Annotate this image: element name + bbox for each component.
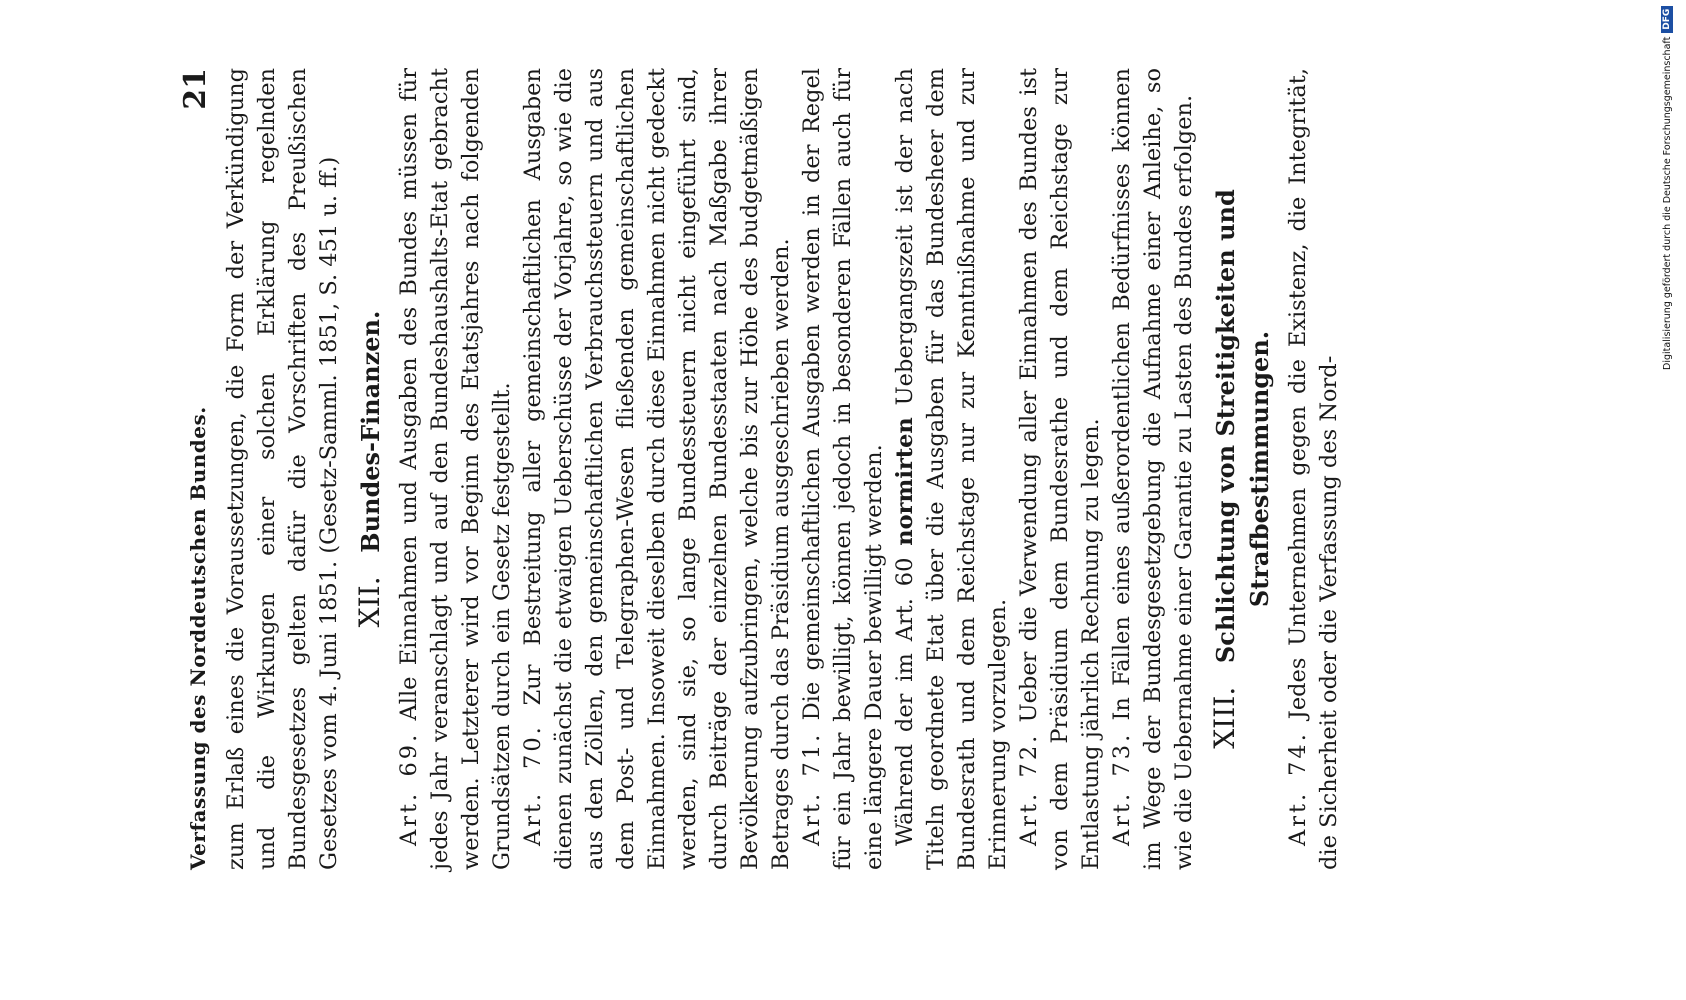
article-label: Art. 74. <box>1285 731 1311 846</box>
dfg-credit <box>1656 0 1678 370</box>
article-label: Art. 69. <box>396 731 422 846</box>
article-text: Uebergangszeit ist der nach Titeln geordnete Etat über die Ausgaben für das Bundesheer dem Bundesrath und dem Reichstage nur zur Kenntnißnahme und zur Erinnerung vorzulegen. <box>892 68 1011 870</box>
article-73 <box>1107 68 1200 870</box>
section-title: Bundes-Finanzen. <box>356 310 385 553</box>
section-heading-xii <box>353 68 388 870</box>
body-text <box>221 40 1345 900</box>
article-74 <box>1283 68 1345 870</box>
article-71 <box>797 68 890 870</box>
dfg-credit-rotated <box>1656 0 1678 370</box>
page-number: 21 <box>178 68 213 110</box>
article-69 <box>394 68 518 870</box>
section-heading-xiii <box>1208 68 1277 870</box>
article-text: Während der im Art. 60 <box>892 545 918 846</box>
article-text: In Fällen eines außerordentlichen Bedürfnisses können im Wege der Bundesgesetzgebung die Aufnahme einer Anleihe, so wie die Uebernahme einer Garantie zu Lasten des Bundes erfolgen. <box>1109 68 1197 870</box>
section-number: XIII. <box>1208 686 1241 749</box>
article-label: Art. 71. <box>799 731 825 846</box>
article-text: Ueber die Verwendung aller Einnahmen des Bundes ist von dem Präsidium dem Bundesrathe und dem Reichstage zur Entlastung jährlich Rechnung zu legen. <box>1016 67 1104 870</box>
article-text: Die gemeinschaftlichen Ausgaben werden in der Regel für ein Jahr bewilligt, können jedoch in besonderen Fällen auch für eine längere Dauer bewilligt werden. <box>799 68 887 870</box>
continuation-paragraph: zum Erlaß eines die Voraussetzungen, die Form der Verkündigung und die Wirkungen einer solchen Erklärung regelnden Bundesgesetzes gelten dafür die Vorschriften des Preußischen Gesetzes vom 4. Juni 1851. (Gesetz-Samml. 1851, S. 451 u. ff.) <box>223 68 342 870</box>
dfg-credit-text: Digitalisierung gefördert durch die Deutsche Forschungsgemeinschaft <box>1661 36 1673 370</box>
scanned-page <box>150 40 1430 900</box>
section-title: Schlichtung von Streitigkeiten und Strafbestimmungen. <box>1211 189 1274 664</box>
running-title: Verfassung des Norddeutschen Bundes. <box>186 406 210 870</box>
article-label: Art. 70. <box>520 724 546 846</box>
article-text: Zur Bestreitung aller gemeinschaftlichen Ausgaben dienen zunächst die etwaigen Ueberschüsse der Vorjahre, so wie die aus den Zöllen, den gemeinschaftlichen Verbrauchssteuern und aus dem Post- und Telegraphen-Wesen fließenden gemeinschaftlichen Einnahmen. Insoweit dieselben durch diese Einnahmen nicht gedeckt werden, sind sie, so lange Bundessteuern nicht eingeführt sind, durch Beiträge der einzelnen Bundesstaaten nach Maßgabe ihrer Bevölkerung aufzubringen, welche bis zur Höhe des budgetmäßigen Betrages durch das Präsidium ausgeschrieben werden. <box>520 68 794 870</box>
section-number: XII. <box>353 576 386 628</box>
article-text: Alle Einnahmen und Ausgaben des Bundes müssen für jedes Jahr veranschlagt und auf den Bundeshaushalts-Etat gebracht werden. Letzterer wird vor Beginn des Etatsjahres nach folgenden Grundsätzen durch ein Gesetz festgestellt. <box>396 68 515 870</box>
article-72 <box>1014 68 1107 870</box>
page-content-rotated <box>150 40 1430 900</box>
article-text: Jedes Unternehmen gegen die Existenz, die Integrität, die Sicherheit oder die Verfassung des Nord- <box>1285 67 1342 870</box>
article-label: Art. 72. <box>1016 732 1042 846</box>
article-text-bold: normirten <box>892 417 918 546</box>
article-label: Art. 73. <box>1109 731 1135 846</box>
article-70 <box>518 68 797 870</box>
running-head <box>150 40 221 900</box>
dfg-logo-icon: DFG <box>1661 6 1673 33</box>
article-71-paragraph-2 <box>890 68 1014 870</box>
